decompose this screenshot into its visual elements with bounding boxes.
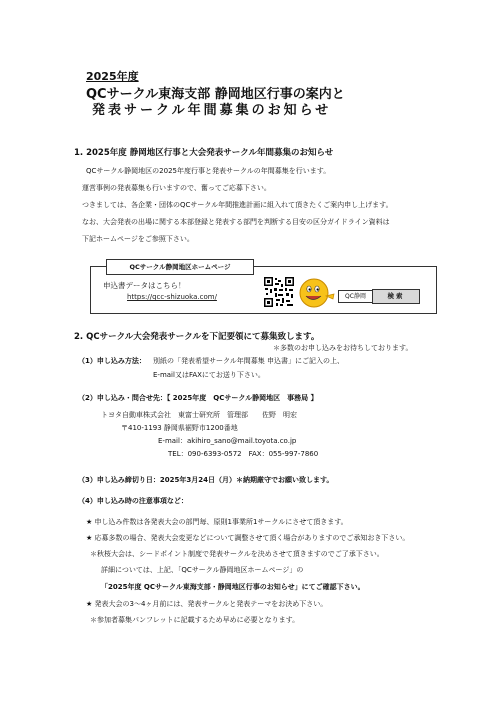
homepage-box-title: QCサークル静岡地区ホームページ	[106, 259, 254, 275]
item1-text-2: E-mail又はFAXにてお送り下さい。	[153, 371, 265, 379]
item1-text-1: 別紙の「発表希望サークル年間募集 申込書」にご記入の上、	[153, 357, 345, 365]
note-5: 「2025年度 QCサークル東海支部・静岡地区行事のお知らせ」にてご確認下さい。	[101, 583, 365, 591]
contact-tel-fax: TEL：090-6393-0572 FAX：055-997-7860	[168, 450, 319, 458]
title-year: 2025年度	[86, 70, 139, 83]
item1-label: （1）申し込み方法：	[78, 357, 146, 365]
homepage-link[interactable]: https://qcc-shizuoka.com/	[127, 293, 217, 301]
item3-deadline: （3）申し込み締切り日：2025年3月24日（月）＊納期厳守でお願い致します。	[78, 476, 334, 484]
search-button[interactable]: 検索	[372, 289, 420, 304]
section2-heading: 2. QCサークル大会発表サークルを下記要領にて募集致します。	[74, 332, 320, 342]
item2-label: （2）申し込み・問合せ先：【 2025年度 QCサークル静岡地区 事務局 】	[78, 394, 318, 402]
item4-label: （4）申し込み時の注意事項など：	[78, 497, 188, 505]
note-7: ＊参加者募集パンフレットに記載するため早めに必要となります。	[90, 616, 300, 624]
note-4: 詳細については、上記、「QCサークル静岡地区ホームページ」の	[101, 566, 304, 574]
section1-heading: 1. 2025年度 静岡地区行事と大会発表サークル年間募集のお知らせ	[74, 148, 334, 158]
note-2: ★ 応募多数の場合、発表大会変更などについて調整させて頂く場合がありますのでご承知おき下さい。	[86, 534, 410, 542]
qr-code-icon	[263, 276, 295, 308]
note-3: ＊秋桜大会は、シードポイント制度で発表サークルを決めさせて頂きますのでご了承下さい。	[90, 550, 384, 558]
section1-para-2: 運営事例の発表募集も行いますので、奮ってご応募下さい。	[82, 184, 271, 192]
search-input[interactable]: QC静岡	[338, 290, 373, 303]
section1-para-1: QCサークル静岡地区の2025年度行事と発表サークルの年間募集を行います。	[86, 167, 331, 175]
note-1: ★ 申し込み件数は各発表大会の部門毎、原則1事業所1サークルにさせて頂きます。	[86, 518, 348, 526]
section2-note: ＊多数のお申し込みをお待ちしております。	[273, 344, 413, 352]
title-line-1: QCサークル東海支部 静岡地区行事の案内と	[86, 87, 345, 102]
section1-para-3: つきましては、各企業・団体のQCサークル年間推進計画に組入れて頂きたくご案内申し上げます。	[82, 201, 393, 209]
smiley-mascot-icon	[296, 276, 336, 310]
contact-email[interactable]: E-mail：akihiro_sano@mail.toyota.co.jp	[158, 437, 297, 445]
note-6: ★ 発表大会の3～4ヶ月前には、発表サークルと発表テーマをお決め下さい。	[86, 600, 328, 608]
contact-company: トヨタ自動車株式会社 東富士研究所 管理部 佐野 明宏	[101, 411, 297, 419]
section1-para-4: なお、大会発表の出場に関する本部登録と発表する部門を判断する目安の区分ガイドライン資料は	[82, 218, 390, 226]
section1-para-5: 下記ホームページをご参照下さい。	[82, 235, 194, 243]
title-line-2: 発表サークル年間募集のお知らせ	[92, 103, 332, 118]
contact-address: 〒410-1193 静岡県裾野市1200番地	[121, 424, 238, 432]
application-data-text: 申込書データはこちら！	[103, 281, 186, 290]
